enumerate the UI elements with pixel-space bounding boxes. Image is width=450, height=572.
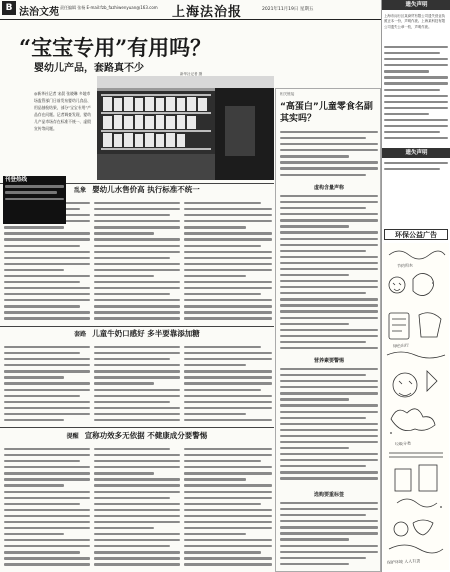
- section-tag: 提醒: [66, 433, 79, 440]
- text-line: [94, 317, 180, 319]
- text-column: [280, 129, 378, 181]
- text-line: [280, 280, 378, 282]
- text-line: [4, 389, 90, 391]
- hand-drawn-illustration: [383, 243, 449, 570]
- text-line: [94, 358, 170, 360]
- text-line: [280, 386, 378, 388]
- text-line: [280, 286, 378, 288]
- text-line: [4, 269, 64, 271]
- text-line: [184, 364, 246, 366]
- text-line: [280, 131, 378, 133]
- section-title: 儿童牛奶口感好 多半要靠添加糖: [92, 329, 200, 338]
- text-line: [184, 263, 272, 265]
- text-line: [280, 262, 378, 264]
- hotline-phone: 021-58741341: [384, 218, 429, 224]
- hotline-title: 刊登热线: [5, 177, 28, 183]
- text-line: [280, 520, 378, 522]
- text-line: [384, 125, 448, 127]
- text-line: [4, 275, 90, 277]
- text-line: [280, 155, 349, 157]
- text-line: [94, 389, 180, 391]
- text-line: [184, 448, 272, 450]
- text-line: [94, 460, 180, 462]
- text-line: [184, 515, 272, 517]
- section-divider: [0, 427, 274, 428]
- text-line: [4, 460, 80, 462]
- text-line: [4, 238, 90, 240]
- text-line: [4, 376, 64, 378]
- text-line: [94, 539, 180, 541]
- text-line: [94, 448, 170, 450]
- text-line: [384, 89, 440, 91]
- text-line: [184, 413, 246, 415]
- text-line: [4, 539, 90, 541]
- text-line: [184, 382, 272, 384]
- environment-sketch: [383, 243, 449, 570]
- text-line: [94, 484, 180, 486]
- sidebar-subhead: 选购要重标签: [313, 492, 344, 498]
- text-line: [184, 346, 261, 348]
- text-line: [94, 515, 180, 517]
- text-line: [94, 299, 180, 301]
- text-line: [94, 352, 180, 354]
- text-line: [184, 509, 272, 511]
- text-line: [280, 268, 378, 270]
- text-line: [4, 545, 90, 547]
- text-line: [4, 557, 90, 559]
- text-line: [280, 137, 366, 139]
- text-line: [280, 143, 378, 145]
- section-divider: [0, 326, 274, 327]
- text-line: [94, 370, 180, 372]
- text-column: [184, 200, 272, 330]
- text-line: [4, 472, 90, 474]
- text-line: [184, 352, 272, 354]
- text-line: [384, 131, 440, 133]
- text-line: [94, 305, 180, 307]
- text-line: [94, 407, 180, 409]
- text-line: [94, 563, 180, 565]
- text-line: [184, 257, 272, 259]
- lost-notice: 上海市闵行区某商贸有限公司遗失营业执照正本一份，声明作废。上海某科技有限公司遗失公章一枚，声明作废。: [384, 14, 446, 29]
- section-title: 婴幼儿水售价高 执行标准不统一: [92, 185, 200, 194]
- text-line: [4, 293, 90, 295]
- text-line: [184, 419, 272, 421]
- text-line: [94, 275, 154, 277]
- text-line: [384, 82, 448, 84]
- editor-line: 责任编辑 张杨 E-mail:fzb_fazhiwenyuan@163.com: [60, 5, 158, 10]
- text-line: [4, 382, 90, 384]
- text-line: [280, 417, 366, 419]
- text-line: [280, 323, 349, 325]
- text-line: [184, 293, 261, 295]
- text-column: [4, 344, 90, 426]
- text-line: [280, 441, 378, 443]
- text-line: [94, 395, 180, 397]
- text-line: [280, 335, 378, 337]
- text-line: [280, 174, 366, 176]
- text-line: [4, 281, 80, 283]
- text-line: [384, 52, 440, 54]
- sketch-caption: 保护环境 人人有责: [386, 558, 421, 565]
- text-column: [184, 446, 272, 570]
- text-line: [384, 113, 429, 115]
- sketch-caption: 节约用水: [396, 262, 414, 269]
- text-line: [4, 305, 80, 307]
- text-line: [184, 395, 272, 397]
- text-line: [384, 101, 448, 103]
- text-line: [280, 551, 378, 553]
- text-line: [184, 317, 272, 319]
- text-line: [4, 317, 90, 319]
- text-line: [4, 226, 64, 228]
- text-line: [280, 514, 366, 516]
- text-line: [184, 539, 272, 541]
- section-tag: 乱象: [74, 187, 87, 194]
- text-line: [184, 521, 272, 523]
- text-line: [94, 346, 180, 348]
- text-line: [94, 263, 180, 265]
- text-line: [280, 219, 378, 221]
- text-line: [4, 364, 90, 366]
- text-line: [184, 208, 272, 210]
- text-line: [280, 207, 366, 209]
- text-line: [4, 395, 80, 397]
- text-line: [184, 466, 272, 468]
- text-line: [280, 557, 366, 559]
- issue-date: 2021年11月19日 星期五: [262, 7, 314, 12]
- text-column: [280, 366, 378, 486]
- text-line: [4, 551, 80, 553]
- text-line: [4, 466, 90, 468]
- notice-header: 遗失声明: [382, 148, 450, 158]
- text-line: [94, 269, 180, 271]
- sidebar-subhead: 虚构含量声称: [313, 185, 344, 191]
- text-line: [94, 226, 180, 228]
- text-line: [280, 423, 378, 425]
- text-line: [280, 447, 349, 449]
- text-line: [184, 491, 272, 493]
- text-line: [4, 503, 80, 505]
- text-line: [4, 263, 90, 265]
- text-line: [4, 251, 90, 253]
- text-line: [94, 401, 170, 403]
- sidebar-kicker: 相关链接: [280, 92, 295, 96]
- supermarket-photo: [97, 76, 274, 180]
- text-line: [184, 202, 261, 204]
- text-line: [4, 563, 90, 565]
- text-line: [4, 245, 80, 247]
- text-line: [184, 497, 272, 499]
- text-line: [94, 238, 180, 240]
- text-line: [94, 454, 180, 456]
- section-name: 法治文苑: [19, 7, 59, 18]
- text-line: [184, 376, 272, 378]
- text-line: [280, 563, 349, 565]
- text-line: [384, 64, 448, 66]
- text-line: [4, 478, 90, 480]
- text-line: [94, 509, 180, 511]
- text-line: [94, 208, 180, 210]
- text-line: [280, 167, 378, 169]
- text-line: [94, 521, 180, 523]
- text-line: [184, 358, 272, 360]
- text-line: [280, 341, 366, 343]
- text-line: [184, 557, 272, 559]
- text-line: [384, 168, 440, 170]
- text-line: [5, 185, 64, 187]
- text-line: [280, 238, 378, 240]
- text-line: [280, 292, 366, 294]
- text-line: [280, 317, 378, 319]
- text-line: [4, 352, 80, 354]
- text-line: [94, 245, 180, 247]
- text-column: [280, 193, 378, 353]
- text-line: [184, 281, 272, 283]
- text-line: [384, 119, 448, 121]
- text-line: [280, 225, 349, 227]
- text-line: [280, 195, 378, 197]
- text-line: [94, 527, 154, 529]
- text-line: [384, 58, 448, 60]
- text-line: [184, 503, 261, 505]
- text-column: [4, 446, 90, 570]
- text-line: [94, 287, 180, 289]
- text-line: [94, 413, 180, 415]
- text-line: [4, 358, 90, 360]
- text-line: [280, 429, 378, 431]
- section-heading: [0, 430, 274, 443]
- text-line: [280, 329, 378, 331]
- text-line: [4, 257, 90, 259]
- text-line: [4, 509, 90, 511]
- text-line: [280, 435, 378, 437]
- text-line: [4, 527, 90, 529]
- text-line: [384, 95, 448, 97]
- text-line: [280, 304, 378, 306]
- text-line: [4, 401, 90, 403]
- text-line: [184, 226, 246, 228]
- sketch-caption: 垃圾分类: [394, 440, 412, 447]
- sub-headline: 婴幼儿产品，套路真不少: [34, 63, 144, 74]
- text-line: [184, 275, 246, 277]
- text-line: [4, 287, 90, 289]
- text-line: [94, 251, 180, 253]
- text-line: [94, 497, 170, 499]
- text-line: [280, 453, 378, 455]
- text-line: [184, 551, 261, 553]
- text-line: [94, 557, 180, 559]
- text-line: [94, 545, 170, 547]
- text-line: [94, 533, 180, 535]
- text-line: [280, 250, 366, 252]
- text-line: [94, 478, 180, 480]
- text-line: [184, 232, 272, 234]
- text-line: [4, 419, 64, 421]
- text-line: [4, 497, 90, 499]
- text-line: [280, 508, 378, 510]
- text-line: [5, 198, 64, 200]
- text-line: [184, 214, 272, 216]
- text-line: [94, 503, 180, 505]
- text-line: [184, 484, 272, 486]
- text-line: [184, 251, 272, 253]
- text-line: [280, 398, 349, 400]
- text-line: [184, 407, 272, 409]
- page-letter: B: [2, 1, 16, 15]
- text-line: [184, 311, 272, 313]
- text-line: [280, 244, 378, 246]
- text-line: [280, 368, 378, 370]
- text-line: [280, 380, 378, 382]
- text-line: [280, 161, 378, 163]
- text-line: [94, 232, 154, 234]
- text-line: [280, 404, 378, 406]
- text-line: [4, 484, 64, 486]
- text-line: [4, 311, 90, 313]
- section-tag: 套路: [74, 331, 87, 338]
- text-line: [280, 411, 378, 413]
- sidebar-title: “高蛋白”儿童零食名副其实吗？: [280, 102, 373, 124]
- sidebar-subhead: 营养素要警惕: [313, 358, 344, 364]
- text-column: [280, 500, 378, 570]
- section-heading: [0, 328, 274, 341]
- text-line: [184, 527, 272, 529]
- text-line: [184, 299, 272, 301]
- text-line: [184, 238, 272, 240]
- text-line: [94, 364, 180, 366]
- text-line: [280, 310, 378, 312]
- text-column: [94, 344, 180, 426]
- text-line: [280, 231, 378, 233]
- text-line: [280, 532, 378, 534]
- main-headline: “宝宝专用”有用吗？: [19, 35, 212, 60]
- text-line: [280, 298, 378, 300]
- text-line: [184, 269, 272, 271]
- text-line: [94, 214, 170, 216]
- text-line: [4, 232, 90, 234]
- text-line: [280, 374, 366, 376]
- text-line: [384, 70, 429, 72]
- text-line: [184, 472, 272, 474]
- ad-hotline-box: [3, 176, 66, 224]
- text-line: [384, 46, 448, 48]
- text-line: [280, 392, 378, 394]
- text-line: [4, 515, 90, 517]
- text-column: [384, 44, 448, 148]
- text-line: [184, 389, 261, 391]
- text-line: [4, 370, 90, 372]
- sketch-caption: 绿色出行: [392, 342, 410, 349]
- text-line: [4, 413, 90, 415]
- text-column: [184, 344, 272, 426]
- text-line: [280, 213, 378, 215]
- text-line: [280, 477, 378, 479]
- text-line: [5, 191, 57, 193]
- text-line: [4, 407, 90, 409]
- text-line: [280, 526, 378, 528]
- text-line: [94, 311, 180, 313]
- text-line: [184, 454, 272, 456]
- text-column: [94, 200, 180, 330]
- text-column: [384, 160, 448, 174]
- text-line: [280, 471, 378, 473]
- text-line: [4, 448, 90, 450]
- text-line: [280, 201, 378, 203]
- text-line: [384, 137, 448, 139]
- related-sidebar: [275, 88, 381, 572]
- text-line: [184, 370, 272, 372]
- text-line: [4, 491, 90, 493]
- section-title: 宣称功效多无依据 不健康成分要警惕: [84, 431, 208, 440]
- text-line: [384, 162, 448, 164]
- text-line: [280, 256, 378, 258]
- text-line: [4, 521, 90, 523]
- newspaper-logo: 上海法治报: [172, 5, 243, 20]
- shelf-illustration: [97, 76, 274, 180]
- text-line: [4, 346, 90, 348]
- text-line: [280, 538, 349, 540]
- article-intro: ◎新华社记者 宋晨 张晓琳 多地市场监管部门日前发布婴幼儿食品、用品抽检结果，部分“宝宝专用”产品存在问题。记者调查发现，婴幼儿产品市场存在标准不统一、虚假宣传等问题。: [34, 91, 92, 131]
- text-line: [384, 107, 448, 109]
- env-ad-title: 环保公益广告: [384, 229, 448, 240]
- text-line: [184, 460, 261, 462]
- text-line: [4, 454, 90, 456]
- text-line: [94, 472, 154, 474]
- text-line: [280, 274, 349, 276]
- text-line: [94, 281, 180, 283]
- text-line: [184, 220, 272, 222]
- text-line: [184, 245, 261, 247]
- text-line: [280, 149, 378, 151]
- text-line: [280, 465, 366, 467]
- text-line: [94, 220, 180, 222]
- text-line: [184, 287, 272, 289]
- text-line: [184, 563, 272, 565]
- text-line: [184, 401, 272, 403]
- text-line: [94, 257, 170, 259]
- text-line: [280, 347, 378, 349]
- text-line: [184, 545, 272, 547]
- text-line: [94, 376, 180, 378]
- text-line: [184, 305, 272, 307]
- text-line: [4, 299, 90, 301]
- text-line: [280, 502, 378, 504]
- text-line: [184, 478, 246, 480]
- text-line: [94, 466, 180, 468]
- text-line: [280, 459, 378, 461]
- text-line: [94, 202, 180, 204]
- text-line: [94, 382, 154, 384]
- text-line: [280, 545, 378, 547]
- text-line: [94, 293, 170, 295]
- notice-header: 遗失声明: [382, 0, 450, 10]
- text-line: [94, 491, 180, 493]
- photo-caption: 新华社记者 摄: [180, 72, 203, 76]
- text-line: [184, 533, 246, 535]
- text-line: [94, 419, 180, 421]
- text-line: [4, 533, 64, 535]
- text-line: [384, 76, 448, 78]
- text-line: [94, 551, 180, 553]
- text-column: [94, 446, 180, 570]
